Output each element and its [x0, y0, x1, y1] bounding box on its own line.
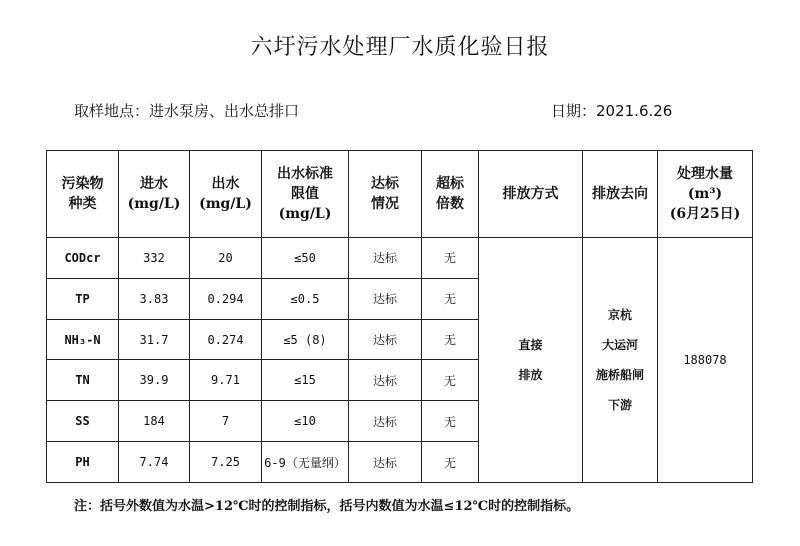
header-discharge-dest: 排放去向 [583, 151, 658, 238]
header-exceed-line2: 倍数 [436, 196, 464, 212]
row-inflow: 39.9 [119, 360, 190, 401]
row-item: NH₃-N [47, 319, 119, 360]
header-volume-line3: (6月25日) [669, 206, 741, 222]
row-limit: ≤50 [262, 238, 349, 279]
header-outflow-line2: (mg/L) [199, 196, 252, 212]
row-exceed: 无 [422, 238, 479, 279]
row-exceed: 无 [422, 278, 479, 319]
row-limit: ≤15 [262, 360, 349, 401]
row-status: 达标 [349, 442, 422, 483]
discharge-method-line1: 直接 [518, 338, 543, 352]
header-inflow-line2: (mg/L) [127, 196, 181, 212]
row-item: TN [47, 360, 119, 401]
row-item: CODcr [47, 238, 119, 279]
row-status: 达标 [349, 401, 422, 442]
row-item: TP [47, 278, 119, 319]
header-discharge-method: 排放方式 [479, 151, 583, 238]
header-exceed-line1: 超标 [436, 176, 464, 192]
row-outflow: 0.294 [190, 278, 262, 319]
header-status-line2: 情况 [371, 196, 399, 212]
header-limit-line1: 出水标准 [277, 166, 333, 182]
row-status: 达标 [349, 278, 422, 319]
row-limit: ≤0.5 [262, 278, 349, 319]
discharge-method-line2: 排放 [518, 368, 543, 382]
header-volume-line2: (m³) [687, 186, 723, 202]
header-item-line2: 种类 [68, 196, 97, 212]
row-exceed: 无 [422, 319, 479, 360]
row-inflow: 31.7 [119, 319, 190, 360]
row-exceed: 无 [422, 360, 479, 401]
discharge-method-cell [479, 238, 583, 483]
header-status-line1: 达标 [371, 176, 399, 192]
header-outflow-line1: 出水 [211, 176, 240, 192]
header-volume-line1: 处理水量 [677, 166, 733, 182]
row-outflow: 0.274 [190, 319, 262, 360]
header-limit-line3: (mg/L) [278, 206, 332, 222]
row-outflow: 7.25 [190, 442, 262, 483]
row-outflow: 9.71 [190, 360, 262, 401]
row-outflow: 7 [190, 401, 262, 442]
row-status: 达标 [349, 319, 422, 360]
header-row [47, 151, 753, 238]
discharge-dest-line3: 施桥船闸 [595, 368, 644, 382]
header-exceed [422, 151, 479, 238]
row-item: PH [47, 442, 119, 483]
row-limit: ≤10 [262, 401, 349, 442]
discharge-dest-line2: 大运河 [601, 338, 638, 352]
discharge-dest-line4: 下游 [607, 398, 632, 412]
row-status: 达标 [349, 360, 422, 401]
row-outflow: 20 [190, 238, 262, 279]
treated-volume-value: 188078 [658, 238, 753, 483]
row-exceed: 无 [422, 442, 479, 483]
row-status: 达标 [349, 238, 422, 279]
header-volume [658, 151, 753, 238]
row-item: SS [47, 401, 119, 442]
header-limit-line2: 限值 [291, 186, 319, 202]
header-inflow-line1: 进水 [140, 176, 168, 192]
header-item-line1: 污染物 [61, 176, 104, 192]
row-inflow: 332 [119, 238, 190, 279]
row-inflow: 184 [119, 401, 190, 442]
water-quality-table [46, 150, 753, 483]
sampling-location: 取样地点：进水泵房、出水总排口 [74, 102, 300, 120]
header-outflow [190, 151, 262, 238]
table-row [47, 238, 753, 279]
header-inflow [119, 151, 190, 238]
report-date: 日期：2021.6.26 [551, 102, 673, 120]
header-limit [262, 151, 349, 238]
row-limit: 6-9（无量纲） [262, 442, 349, 483]
row-inflow: 7.74 [119, 442, 190, 483]
row-exceed: 无 [422, 401, 479, 442]
report-title: 六圩污水处理厂水质化验日报 [250, 35, 550, 60]
row-limit: ≤5 (8) [262, 319, 349, 360]
discharge-dest-cell [583, 238, 658, 483]
header-item [47, 151, 119, 238]
row-inflow: 3.83 [119, 278, 190, 319]
discharge-dest-line1: 京杭 [607, 308, 632, 322]
header-status [349, 151, 422, 238]
footnote: 注：括号外数值为水温>12℃时的控制指标，括号内数值为水温≤12℃时的控制指标。 [74, 499, 580, 514]
